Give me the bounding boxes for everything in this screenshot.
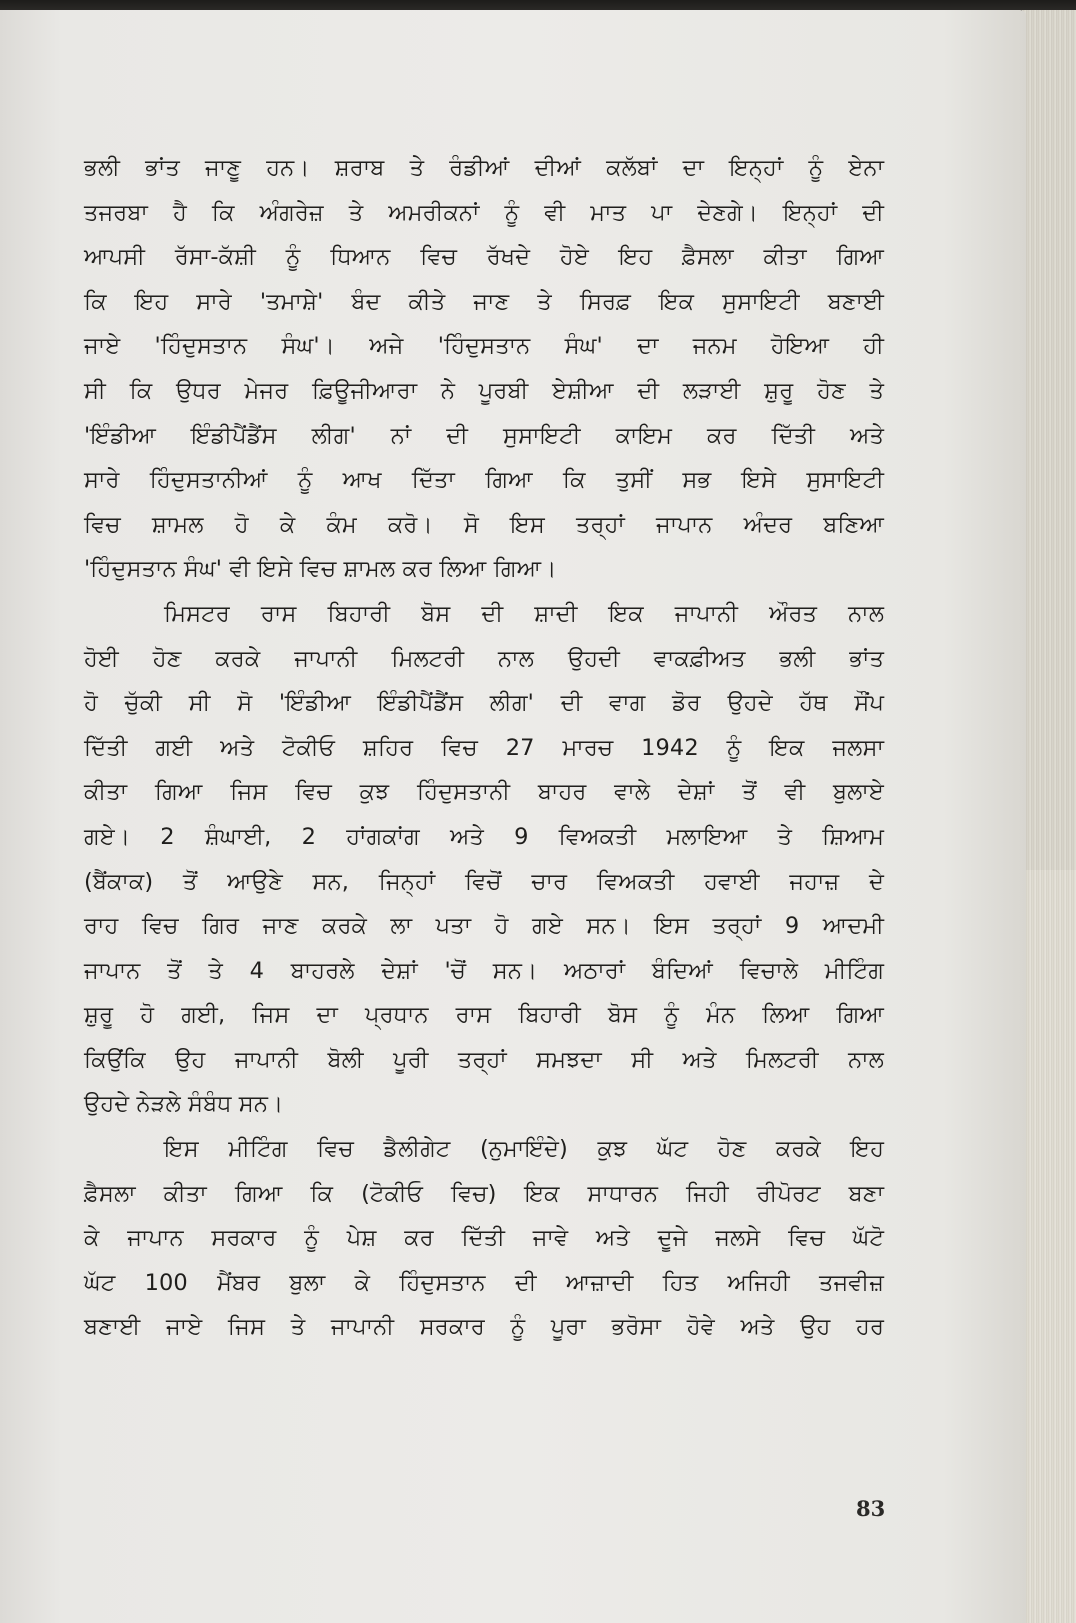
text-line: (ਬੈਂਕਾਕ) ਤੋਂ ਆਉਣੇ ਸਨ, ਜਿਨ੍ਹਾਂ ਵਿਚੋਂ ਚਾਰ ਵਿਅਕਤੀ ਹਵਾਈ ਜਹਾਜ਼ ਦੇ bbox=[84, 868, 884, 895]
text-line: ਕਿਉਂਕਿ ਉਹ ਜਾਪਾਨੀ ਬੋਲੀ ਪੂਰੀ ਤਰ੍ਹਾਂ ਸਮਝਦਾ ਸੀ ਅਤੇ ਮਿਲਟਰੀ ਨਾਲ bbox=[84, 1046, 884, 1073]
text-line: ਰਾਹ ਵਿਚ ਗਿਰ ਜਾਣ ਕਰਕੇ ਲਾ ਪਤਾ ਹੋ ਗਏ ਸਨ। ਇਸ ਤਰ੍ਹਾਂ 9 ਆਦਮੀ bbox=[84, 913, 884, 940]
text-line: ਬਣਾਈ ਜਾਏ ਜਿਸ ਤੇ ਜਾਪਾਨੀ ਸਰਕਾਰ ਨੂੰ ਪੂਰਾ ਭਰੋਸਾ ਹੋਵੇ ਅਤੇ ਉਹ ਹਰ bbox=[84, 1314, 884, 1341]
text-line: ਇਸ ਮੀਟਿੰਗ ਵਿਚ ਡੈਲੀਗੇਟ (ਨੁਮਾਇੰਦੇ) ਕੁਝ ਘੱਟ ਹੋਣ ਕਰਕੇ ਇਹ bbox=[164, 1136, 884, 1163]
text-line: ਘੱਟ 100 ਮੈਂਬਰ ਬੁਲਾ ਕੇ ਹਿੰਦੁਸਤਾਨ ਦੀ ਆਜ਼ਾਦੀ ਹਿਤ ਅਜਿਹੀ ਤਜਵੀਜ਼ bbox=[84, 1269, 884, 1296]
text-line: ਕੇ ਜਾਪਾਨ ਸਰਕਾਰ ਨੂੰ ਪੇਸ਼ ਕਰ ਦਿੱਤੀ ਜਾਵੇ ਅਤੇ ਦੂਜੇ ਜਲਸੇ ਵਿਚ ਘੱਟੋ bbox=[84, 1225, 884, 1252]
page-number: 83 bbox=[856, 1496, 886, 1521]
text-line: 'ਹਿੰਦੁਸਤਾਨ ਸੰਘ' ਵੀ ਇਸੇ ਵਿਚ ਸ਼ਾਮਲ ਕਰ ਲਿਆ ਗਿਆ। bbox=[84, 556, 557, 583]
text-line: ਵਿਚ ਸ਼ਾਮਲ ਹੋ ਕੇ ਕੰਮ ਕਰੋ। ਸੋ ਇਸ ਤਰ੍ਹਾਂ ਜਾਪਾਨ ਅੰਦਰ ਬਣਿਆ bbox=[84, 511, 884, 538]
text-line: ਉਹਦੇ ਨੇੜਲੇ ਸੰਬੰਧ ਸਨ। bbox=[84, 1091, 284, 1118]
text-line: ਜਾਏ 'ਹਿੰਦੁਸਤਾਨ ਸੰਘ'। ਅਜੇ 'ਹਿੰਦੁਸਤਾਨ ਸੰਘ' ਦਾ ਜਨਮ ਹੋਇਆ ਹੀ bbox=[84, 333, 884, 360]
text-line: ਹੋਈ ਹੋਣ ਕਰਕੇ ਜਾਪਾਨੀ ਮਿਲਟਰੀ ਨਾਲ ਉਹਦੀ ਵਾਕਫ਼ੀਅਤ ਭਲੀ ਭਾਂਤ bbox=[84, 645, 884, 672]
text-line: ਦਿੱਤੀ ਗਈ ਅਤੇ ਟੋਕੀਓ ਸ਼ਹਿਰ ਵਿਚ 27 ਮਾਰਚ 1942 ਨੂੰ ਇਕ ਜਲਸਾ bbox=[84, 734, 884, 761]
text-line: 'ਇੰਡੀਆ ਇੰਡੀਪੈਂਡੈਂਸ ਲੀਗ' ਨਾਂ ਦੀ ਸੁਸਾਇਟੀ ਕਾਇਮ ਕਰ ਦਿੱਤੀ ਅਤੇ bbox=[84, 422, 884, 449]
text-line: ਹੋ ਚੁੱਕੀ ਸੀ ਸੋ 'ਇੰਡੀਆ ਇੰਡੀਪੈਂਡੈਂਸ ਲੀਗ' ਦੀ ਵਾਗ ਡੋਰ ਉਹਦੇ ਹੱਥ ਸੌਂਪ bbox=[84, 690, 884, 717]
text-line: ਸਾਰੇ ਹਿੰਦੁਸਤਾਨੀਆਂ ਨੂੰ ਆਖ ਦਿੱਤਾ ਗਿਆ ਕਿ ਤੁਸੀਂ ਸਭ ਇਸੇ ਸੁਸਾਇਟੀ bbox=[84, 467, 884, 494]
text-line: ਸ਼ੁਰੂ ਹੋ ਗਈ, ਜਿਸ ਦਾ ਪ੍ਰਧਾਨ ਰਾਸ ਬਿਹਾਰੀ ਬੋਸ ਨੂੰ ਮੰਨ ਲਿਆ ਗਿਆ bbox=[84, 1002, 884, 1029]
text-line: ਮਿਸਟਰ ਰਾਸ ਬਿਹਾਰੀ ਬੋਸ ਦੀ ਸ਼ਾਦੀ ਇਕ ਜਾਪਾਨੀ ਔਰਤ ਨਾਲ bbox=[164, 600, 884, 627]
book-page bbox=[0, 10, 1026, 1623]
text-line: ਜਾਪਾਨ ਤੋਂ ਤੇ 4 ਬਾਹਰਲੇ ਦੇਸ਼ਾਂ 'ਚੋਂ ਸਨ। ਅਠਾਰਾਂ ਬੰਦਿਆਂ ਵਿਚਾਲੇ ਮੀਟਿੰਗ bbox=[84, 957, 884, 984]
text-line: ਆਪਸੀ ਰੱਸਾ-ਕੱਸ਼ੀ ਨੂੰ ਧਿਆਨ ਵਿਚ ਰੱਖਦੇ ਹੋਏ ਇਹ ਫ਼ੈਸਲਾ ਕੀਤਾ ਗਿਆ bbox=[84, 244, 884, 271]
text-line: ਭਲੀ ਭਾਂਤ ਜਾਣੂ ਹਨ। ਸ਼ਰਾਬ ਤੇ ਰੰਡੀਆਂ ਦੀਆਂ ਕਲੱਬਾਂ ਦਾ ਇਨ੍ਹਾਂ ਨੂੰ ਏਨਾ bbox=[84, 155, 884, 181]
text-line: ਸੀ ਕਿ ਉਧਰ ਮੇਜਰ ਫ਼ਿਊਜੀਆਰਾ ਨੇ ਪੂਰਬੀ ਏਸ਼ੀਆ ਦੀ ਲੜਾਈ ਸ਼ੁਰੂ ਹੋਣ ਤੇ bbox=[84, 377, 884, 404]
text-line: ਕਿ ਇਹ ਸਾਰੇ 'ਤਮਾਸ਼ੇ' ਬੰਦ ਕੀਤੇ ਜਾਣ ਤੇ ਸਿਰਫ਼ ਇਕ ਸੁਸਾਇਟੀ ਬਣਾਈ bbox=[84, 288, 884, 315]
page-stack-edge-lower bbox=[1022, 870, 1076, 1623]
text-line: ਫ਼ੈਸਲਾ ਕੀਤਾ ਗਿਆ ਕਿ (ਟੋਕੀਓ ਵਿਚ) ਇਕ ਸਾਧਾਰਨ ਜਿਹੀ ਰੀਪੋਰਟ ਬਣਾ bbox=[84, 1180, 884, 1207]
text-line: ਤਜਰਬਾ ਹੈ ਕਿ ਅੰਗਰੇਜ਼ ਤੇ ਅਮਰੀਕਨਾਂ ਨੂੰ ਵੀ ਮਾਤ ਪਾ ਦੇਣਗੇ। ਇਨ੍ਹਾਂ ਦੀ bbox=[84, 199, 884, 226]
text-line: ਕੀਤਾ ਗਿਆ ਜਿਸ ਵਿਚ ਕੁਝ ਹਿੰਦੁਸਤਾਨੀ ਬਾਹਰ ਵਾਲੇ ਦੇਸ਼ਾਂ ਤੋਂ ਵੀ ਬੁਲਾਏ bbox=[84, 779, 884, 806]
body-text bbox=[84, 146, 884, 1350]
text-line: ਗਏ। 2 ਸ਼ੰਘਾਈ, 2 ਹਾਂਗਕਾਂਗ ਅਤੇ 9 ਵਿਅਕਤੀ ਮਲਾਇਆ ਤੇ ਸ਼ਿਆਮ bbox=[84, 823, 884, 850]
